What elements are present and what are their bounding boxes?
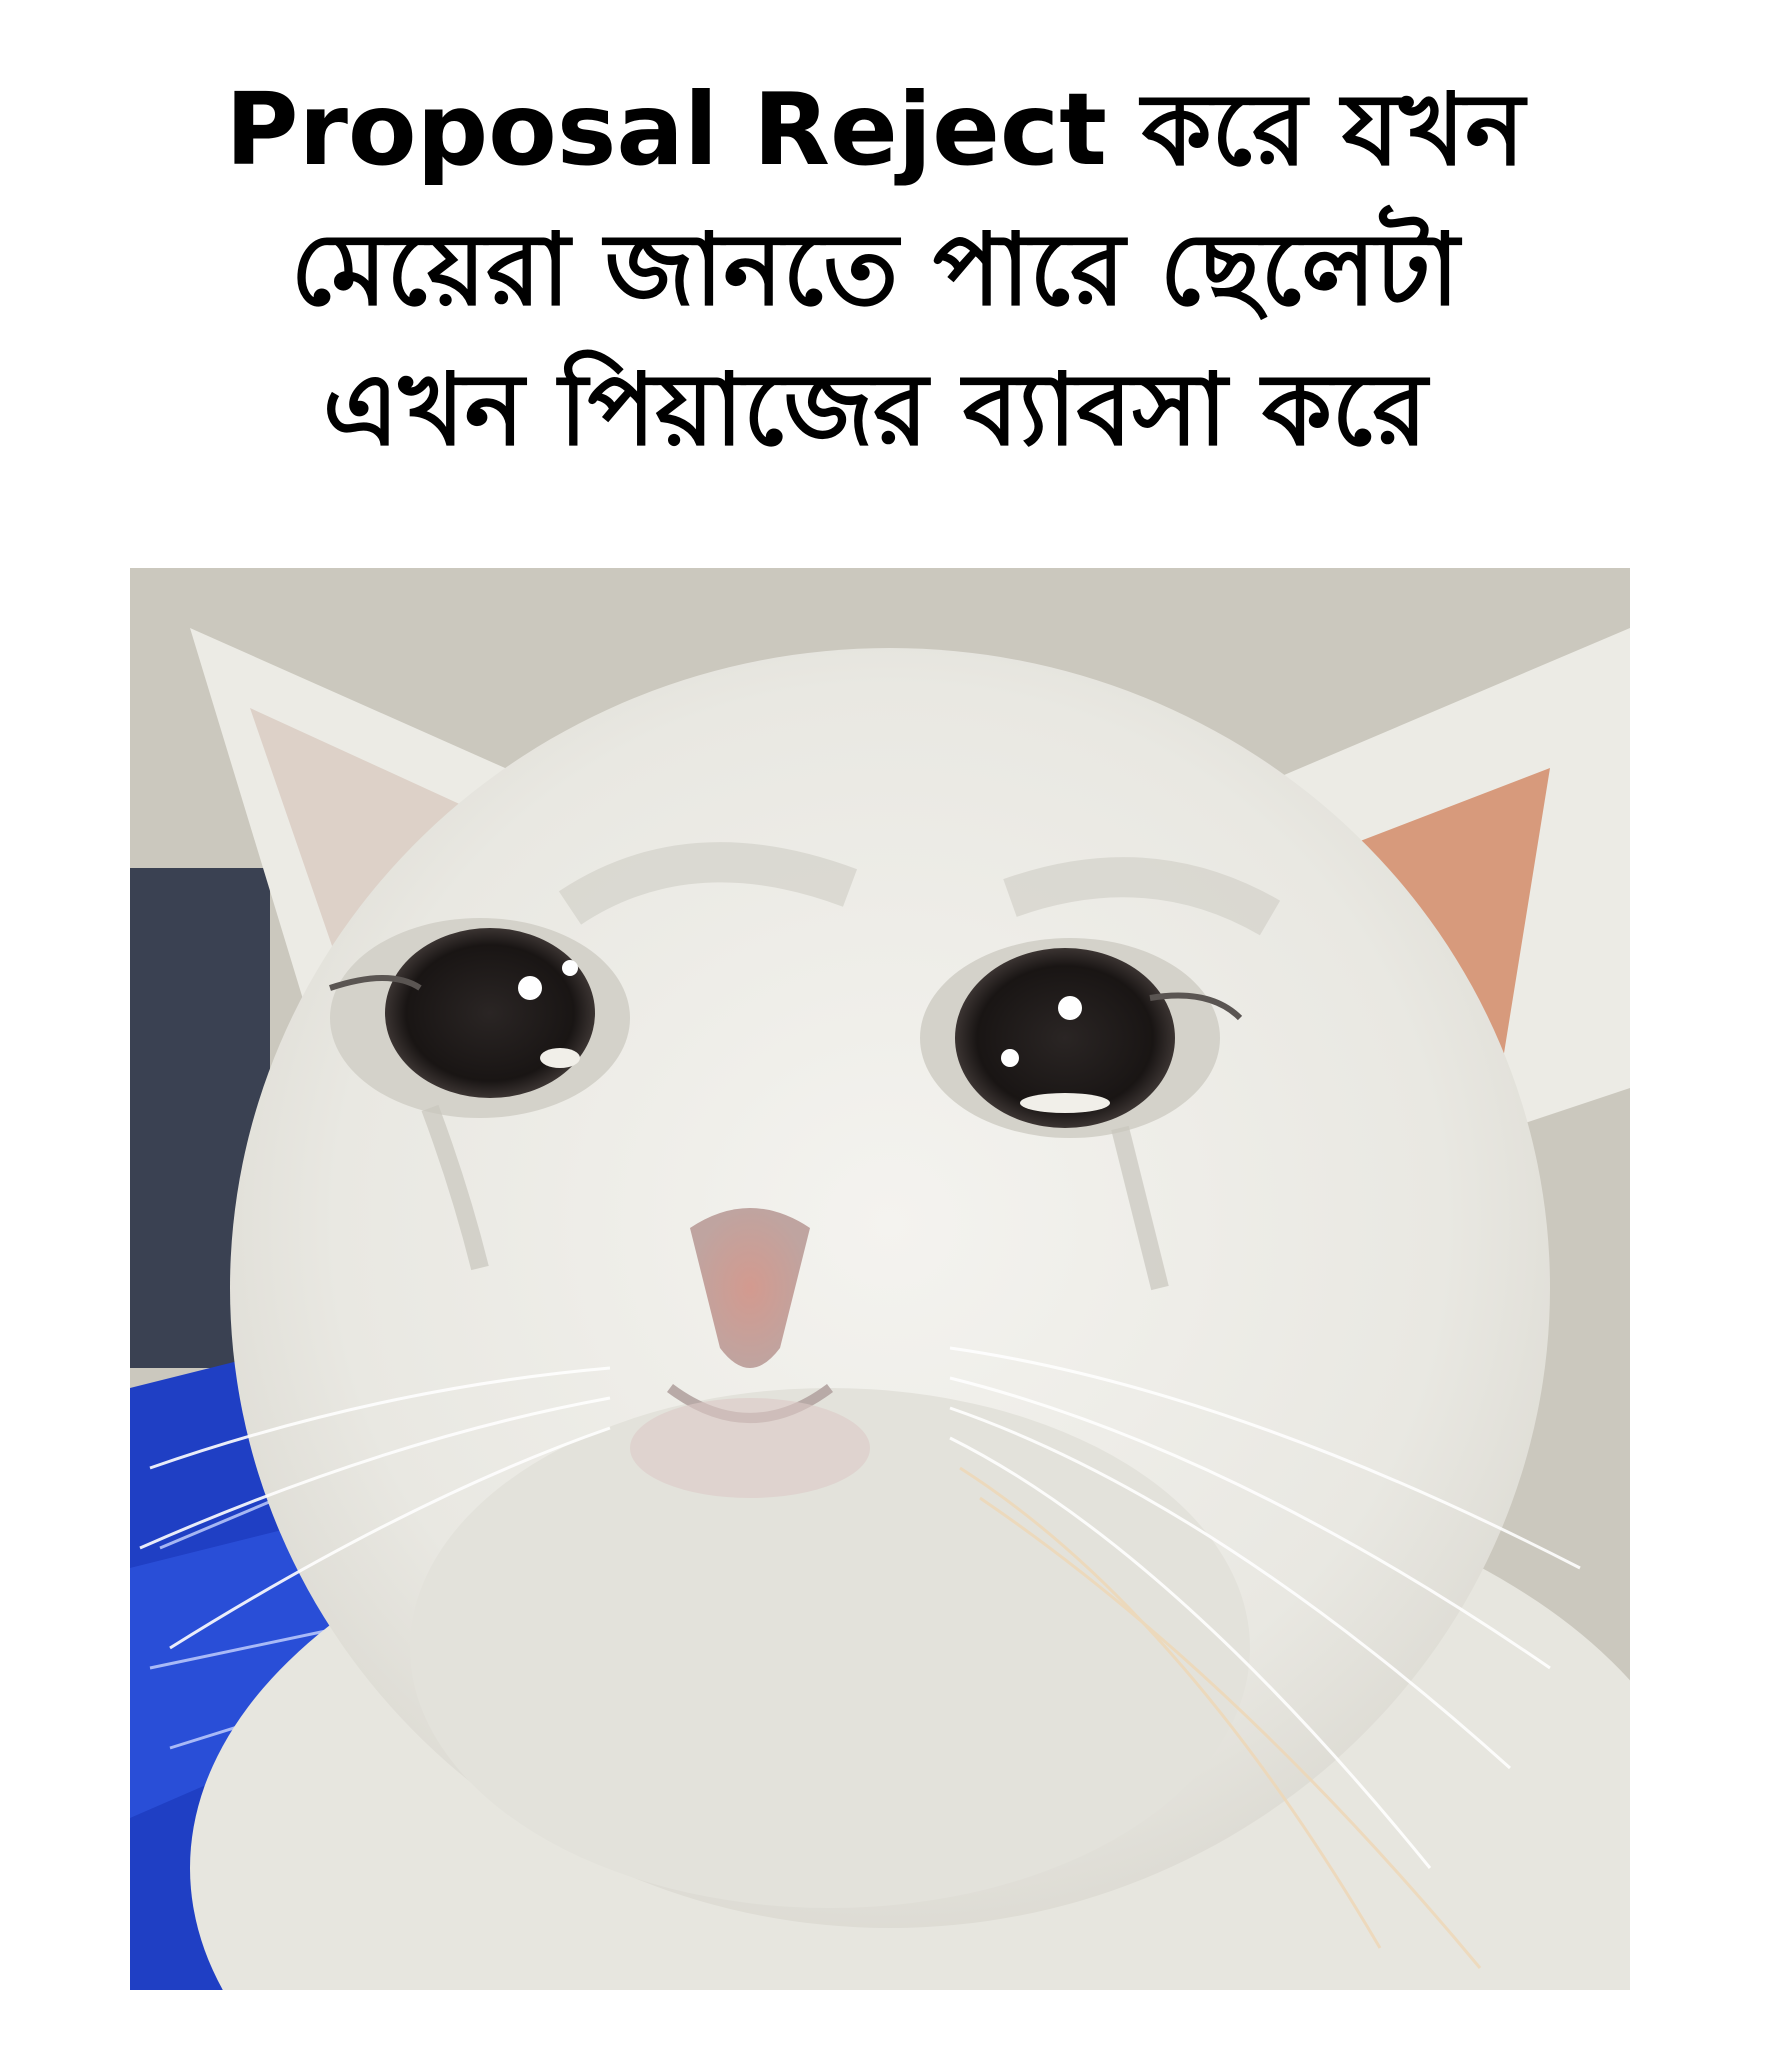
caption-line-3: এখন পিয়াজের ব্যাবসা করে <box>322 351 1428 468</box>
meme-caption <box>60 60 1690 480</box>
caption-line-1: Proposal Reject করে যখন <box>225 71 1525 188</box>
caption-line-2: মেয়েরা জানতে পারে ছেলেটা <box>290 211 1460 328</box>
crying-cat-illustration <box>130 568 1630 1990</box>
left-eye <box>385 928 595 1098</box>
crying-cat-photo <box>130 568 1630 1990</box>
